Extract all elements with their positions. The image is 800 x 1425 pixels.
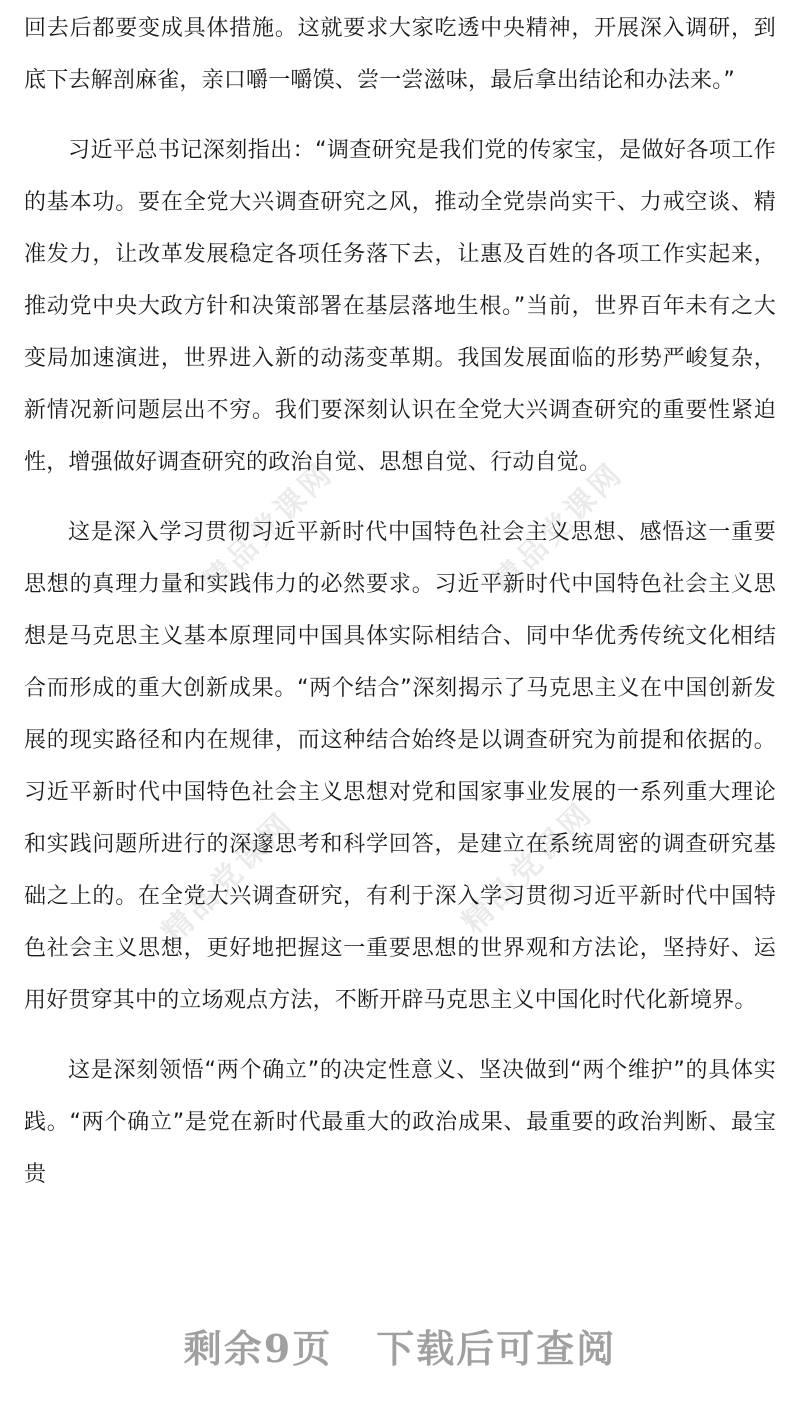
watermark: 精品党课网 [455, 795, 601, 941]
download-to-view-label: 下载后可查阅 [376, 1326, 617, 1371]
watermark: 精品党课网 [195, 455, 341, 601]
paragraph: 这是深入学习贯彻习近平新时代中国特色社会主义思想、感悟这一重要思想的真理力量和实践伟力的必然要求。习近平新时代中国特色社会主义思想是马克思主义基本原理同中国具体实际相结合、同中华优秀传统文化相结合而形成的重大创新成果。“两个结合”深刻揭示了马克思主义在中国创新发展的现实路径和内在规律，而这种结合始终是以调查研究为前提和依据的。习近平新时代中国特色社会主义思想对党和国家事业发展的一系列重大理论和实践问题所进行的深邃思考和科学回答，是建立在系统周密的调查研究基础之上的。在全党大兴调查研究，有利于深入学习贯彻习近平新时代中国特色社会主义思想，更好地把握这一重要思想的世界观和方法论，坚持好、运用好贯穿其中的立场观点方法，不断开辟马克思主义中国化时代化新境界。 [24, 520, 776, 1013]
document-body [24, 0, 776, 1219]
paragraph: 习近平总书记深刻指出：“调查研究是我们党的传家宝，是做好各项工作的基本功。要在全党大兴调查研究之风，推动全党崇尚实干、力戒空谈、精准发力，让改革发展稳定各项任务落下去，让惠及百姓的各项工作实起来，推动党中央大政方针和决策部署在基层落地生根。”当前，世界百年未有之大变局加速演进，世界进入新的动荡变革期。我国发展面临的形势严峻复杂，新情况新问题层出不穷。我们要深刻认识在全党大兴调查研究的重要性紧迫性，增强做好调查研究的政治自觉、思想自觉、行动自觉。 [24, 138, 776, 475]
watermark: 精品党课网 [155, 805, 301, 951]
download-prompt-banner[interactable] [0, 1318, 800, 1373]
watermark: 精品党课网 [485, 455, 631, 601]
paragraph: 回去后都要变成具体措施。这就要求大家吃透中央精神，开展深入调研，到底下去解剖麻雀，亲口嚼一嚼馍、尝一尝滋味，最后拿出结论和办法来。” [24, 16, 776, 93]
remaining-pages-label: 剩余9页 [183, 1326, 333, 1371]
paragraph: 这是深刻领悟“两个确立”的决定性意义、坚决做到“两个维护”的具体实践。“两个确立”是党在新时代最重大的政治成果、最重要的政治判断、最宝贵 [24, 1058, 776, 1187]
